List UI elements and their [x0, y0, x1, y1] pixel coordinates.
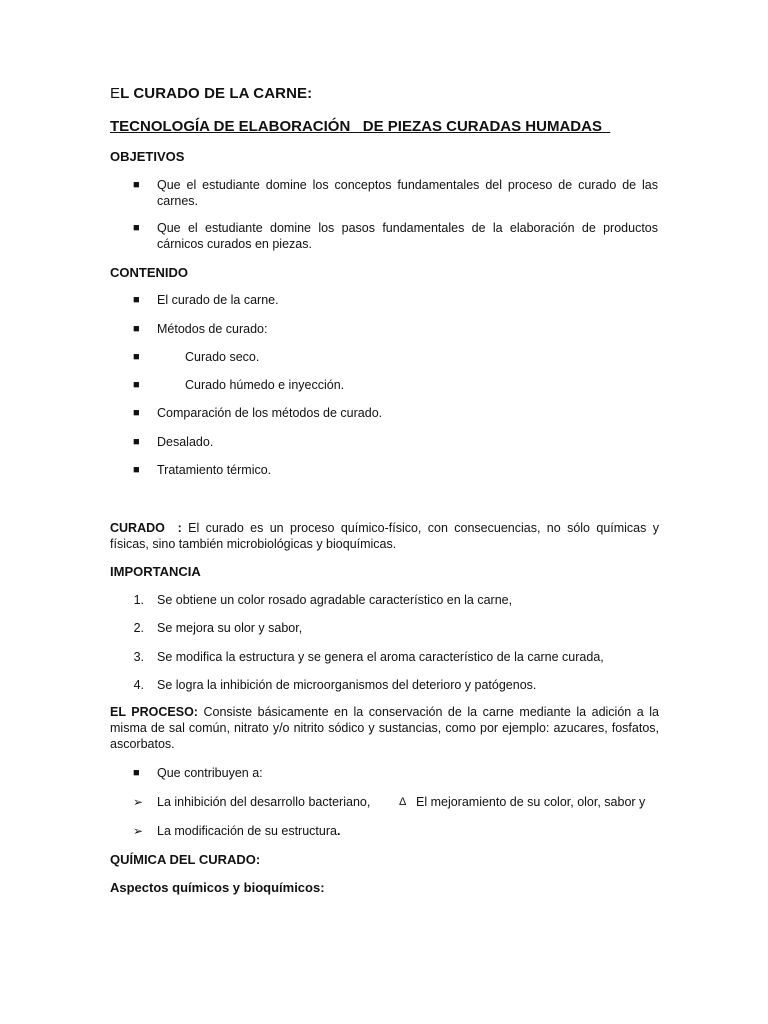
bullet-icon: ■ — [133, 379, 140, 391]
objetivo-item: Que el estudiante domine los conceptos fundamentales del proceso de curado de las carnes. — [157, 178, 658, 208]
objetivo-item: Que el estudiante domine los pasos fundamentales de la elaboración de productos cárnicos curados en piezas. — [157, 221, 658, 251]
contribution-period: . — [336, 824, 341, 838]
bullet-icon: ■ — [133, 407, 140, 419]
curado-paragraph — [110, 520, 659, 552]
bullet-icon: ■ — [133, 464, 140, 476]
contenido-item: El curado de la carne. — [157, 293, 279, 307]
objetivos-heading: OBJETIVOS — [110, 149, 185, 164]
document-subtitle: TECNOLOGÍA DE ELABORACIÓN DE PIEZAS CURADAS HUMADAS — [110, 118, 611, 135]
importancia-item: Se logra la inhibición de microorganismos del deterioro y patógenos. — [157, 678, 537, 692]
importancia-item: Se modifica la estructura y se genera el aroma característico de la carne curada, — [157, 650, 604, 664]
list-number: 3. — [133, 650, 144, 664]
contribution-item: La inhibición del desarrollo bacteriano, — [157, 795, 371, 809]
document-title: EL CURADO DE LA CARNE: — [110, 85, 313, 102]
proceso-paragraph — [110, 704, 659, 752]
bullet-icon: ■ — [133, 436, 140, 448]
triangle-icon: Δ — [399, 796, 407, 808]
bullet-icon: ■ — [133, 294, 140, 306]
contribution-item: El mejoramiento de su color, olor, sabor y — [416, 795, 646, 809]
contenido-heading: CONTENIDO — [110, 265, 188, 280]
quimica-heading: QUÍMICA DEL CURADO: — [110, 852, 261, 867]
importancia-item: Se mejora su olor y sabor, — [157, 621, 303, 635]
contribution-item — [157, 823, 340, 839]
list-number: 1. — [133, 593, 144, 607]
contenido-item: Tratamiento térmico. — [157, 463, 272, 477]
arrow-bullet-icon: ➢ — [133, 795, 144, 809]
bullet-icon: ■ — [133, 179, 140, 191]
curado-text: El curado es un proceso químico-físico, con consecuencias, no sólo químicas y físicas, sino también microbiológicas y bioquímicas. — [110, 521, 659, 551]
contenido-item: Desalado. — [157, 435, 214, 449]
arrow-bullet-icon: ➢ — [133, 824, 144, 838]
bullet-icon: ■ — [133, 351, 140, 363]
curado-label: CURADO : — [110, 521, 182, 535]
contenido-subitem: Curado húmedo e inyección. — [185, 378, 345, 392]
importancia-heading: IMPORTANCIA — [110, 564, 201, 579]
list-number: 4. — [133, 678, 144, 692]
contenido-item: Comparación de los métodos de curado. — [157, 406, 383, 420]
list-number: 2. — [133, 621, 144, 635]
bullet-icon: ■ — [133, 767, 140, 779]
contribuyen-item: Que contribuyen a: — [157, 766, 263, 780]
quimica-subheading: Aspectos químicos y bioquímicos: — [110, 880, 325, 895]
proceso-text: Consiste básicamente en la conservación de la carne mediante la adición a la misma de sal común, nitrato y/o nitrito sódico y sustancias, como por ejemplo: azucares, fosfatos, ascorbatos. — [110, 705, 659, 751]
importancia-item: Se obtiene un color rosado agradable característico en la carne, — [157, 593, 513, 607]
contribution-text: La modificación de su estructura — [157, 824, 337, 838]
contenido-subitem: Curado seco. — [185, 350, 260, 364]
contenido-item: Métodos de curado: — [157, 322, 268, 336]
proceso-label: EL PROCESO: — [110, 705, 198, 719]
bullet-icon: ■ — [133, 222, 140, 234]
bullet-icon: ■ — [133, 323, 140, 335]
